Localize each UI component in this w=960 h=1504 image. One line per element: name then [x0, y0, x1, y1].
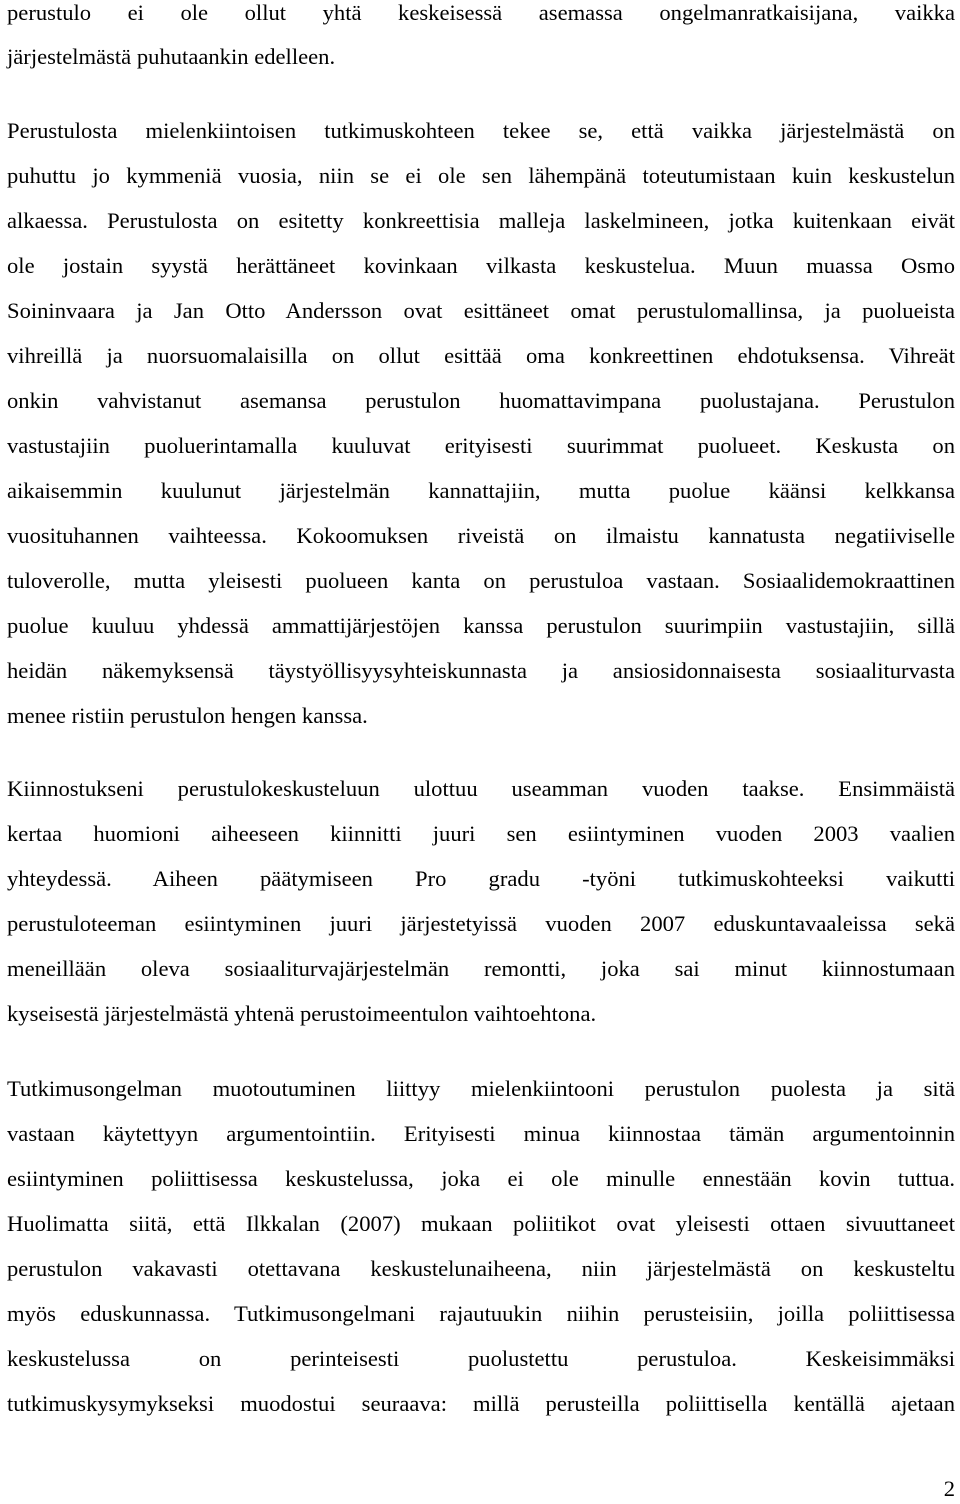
text-line: perustulon vakavasti otettavana keskustelunaiheena, niin järjestelmästä on keskusteltu: [7, 1256, 955, 1281]
text-line: kyseisestä järjestelmästä yhtenä perustoimeentulon vaihtoehtona.: [7, 1001, 597, 1026]
text-line: alkaessa. Perustulosta on esitetty konkreettisia malleja laskelmineen, jotka kuitenkaan eivät: [7, 208, 955, 233]
text-line: meneillään oleva sosiaaliturvajärjestelmän remontti, joka sai minut kiinnostumaan: [7, 956, 955, 981]
text-line: puhuttu jo kymmeniä vuosia, niin se ei ole sen lähempänä toteutumistaan kuin keskustelun: [7, 163, 955, 188]
text-line: Tutkimusongelman muotoutuminen liittyy mielenkiintooni perustulon puolesta ja sitä: [7, 1076, 955, 1101]
text-line: puolue kuuluu yhdessä ammattijärjestöjen kanssa perustulon suurimpiin vastustajiin, sillä: [7, 613, 955, 638]
text-line: Perustulosta mielenkiintoisen tutkimuskohteen tekee se, että vaikka järjestelmästä on: [7, 118, 955, 143]
text-line: heidän näkemyksensä täystyöllisyysyhteiskunnasta ja ansiosidonnaisesta sosiaaliturvasta: [7, 658, 955, 683]
text-line: yhteydessä. Aiheen päätymiseen Pro gradu -työni tutkimuskohteeksi vaikutti: [7, 866, 955, 891]
text-line: ole jostain syystä herättäneet kovinkaan vilkasta keskustelua. Muun muassa Osmo: [7, 253, 955, 278]
text-line: tutkimuskysymykseksi muodostui seuraava: millä perusteilla poliittisella kentällä ajetaan: [7, 1391, 955, 1416]
text-line: menee ristiin perustulon hengen kanssa.: [7, 703, 368, 728]
text-line: vihreillä ja nuorsuomalaisilla on ollut esittää oma konkreettinen ehdotuksensa. Vihreät: [7, 343, 955, 368]
text-line: keskustelussa on perinteisesti puolustettu perustuloa. Keskeisimmäksi: [7, 1346, 955, 1371]
page-number: 2: [943, 1476, 955, 1501]
text-line: myös eduskunnassa. Tutkimusongelmani rajautuukin niihin perusteisiin, joilla poliittisessa: [7, 1301, 955, 1326]
text-line: Kiinnostukseni perustulokeskusteluun ulottuu useamman vuoden taakse. Ensimmäistä: [7, 776, 955, 801]
text-line: järjestelmästä puhutaankin edelleen.: [7, 44, 336, 69]
text-line: vastaan käytettyyn argumentointiin. Erityisesti minua kiinnostaa tämän argumentoinnin: [7, 1121, 955, 1146]
text-line: kertaa huomioni aiheeseen kiinnitti juuri sen esiintyminen vuoden 2003 vaalien: [7, 821, 955, 846]
text-line: onkin vahvistanut asemansa perustulon huomattavimpana puolustajana. Perustulon: [7, 388, 955, 413]
text-line: Huolimatta siitä, että Ilkkalan (2007) mukaan poliitikot ovat yleisesti ottaen sivuuttaneet: [7, 1211, 955, 1236]
text-line: Soininvaara ja Jan Otto Andersson ovat esittäneet omat perustulomallinsa, ja puolueista: [7, 298, 955, 323]
text-line: vastustajiin puoluerintamalla kuuluvat erityisesti suurimmat puolueet. Keskusta on: [7, 433, 955, 458]
text-line: aikaisemmin kuulunut järjestelmän kannattajiin, mutta puolue käänsi kelkkansa: [7, 478, 955, 503]
text-line: perustuloteeman esiintyminen juuri järjestetyissä vuoden 2007 eduskuntavaaleissa sekä: [7, 911, 955, 936]
text-line: perustulo ei ole ollut yhtä keskeisessä asemassa ongelmanratkaisijana, vaikka: [7, 0, 955, 25]
text-line: tuloverolle, mutta yleisesti puolueen kanta on perustuloa vastaan. Sosiaalidemokraattinen: [7, 568, 955, 593]
text-line: vuosituhannen vaihteessa. Kokoomuksen riveistä on ilmaistu kannatusta negatiiviselle: [7, 523, 955, 548]
text-line: esiintyminen poliittisessa keskustelussa, joka ei ole minulle ennestään kovin tuttua.: [7, 1166, 955, 1191]
